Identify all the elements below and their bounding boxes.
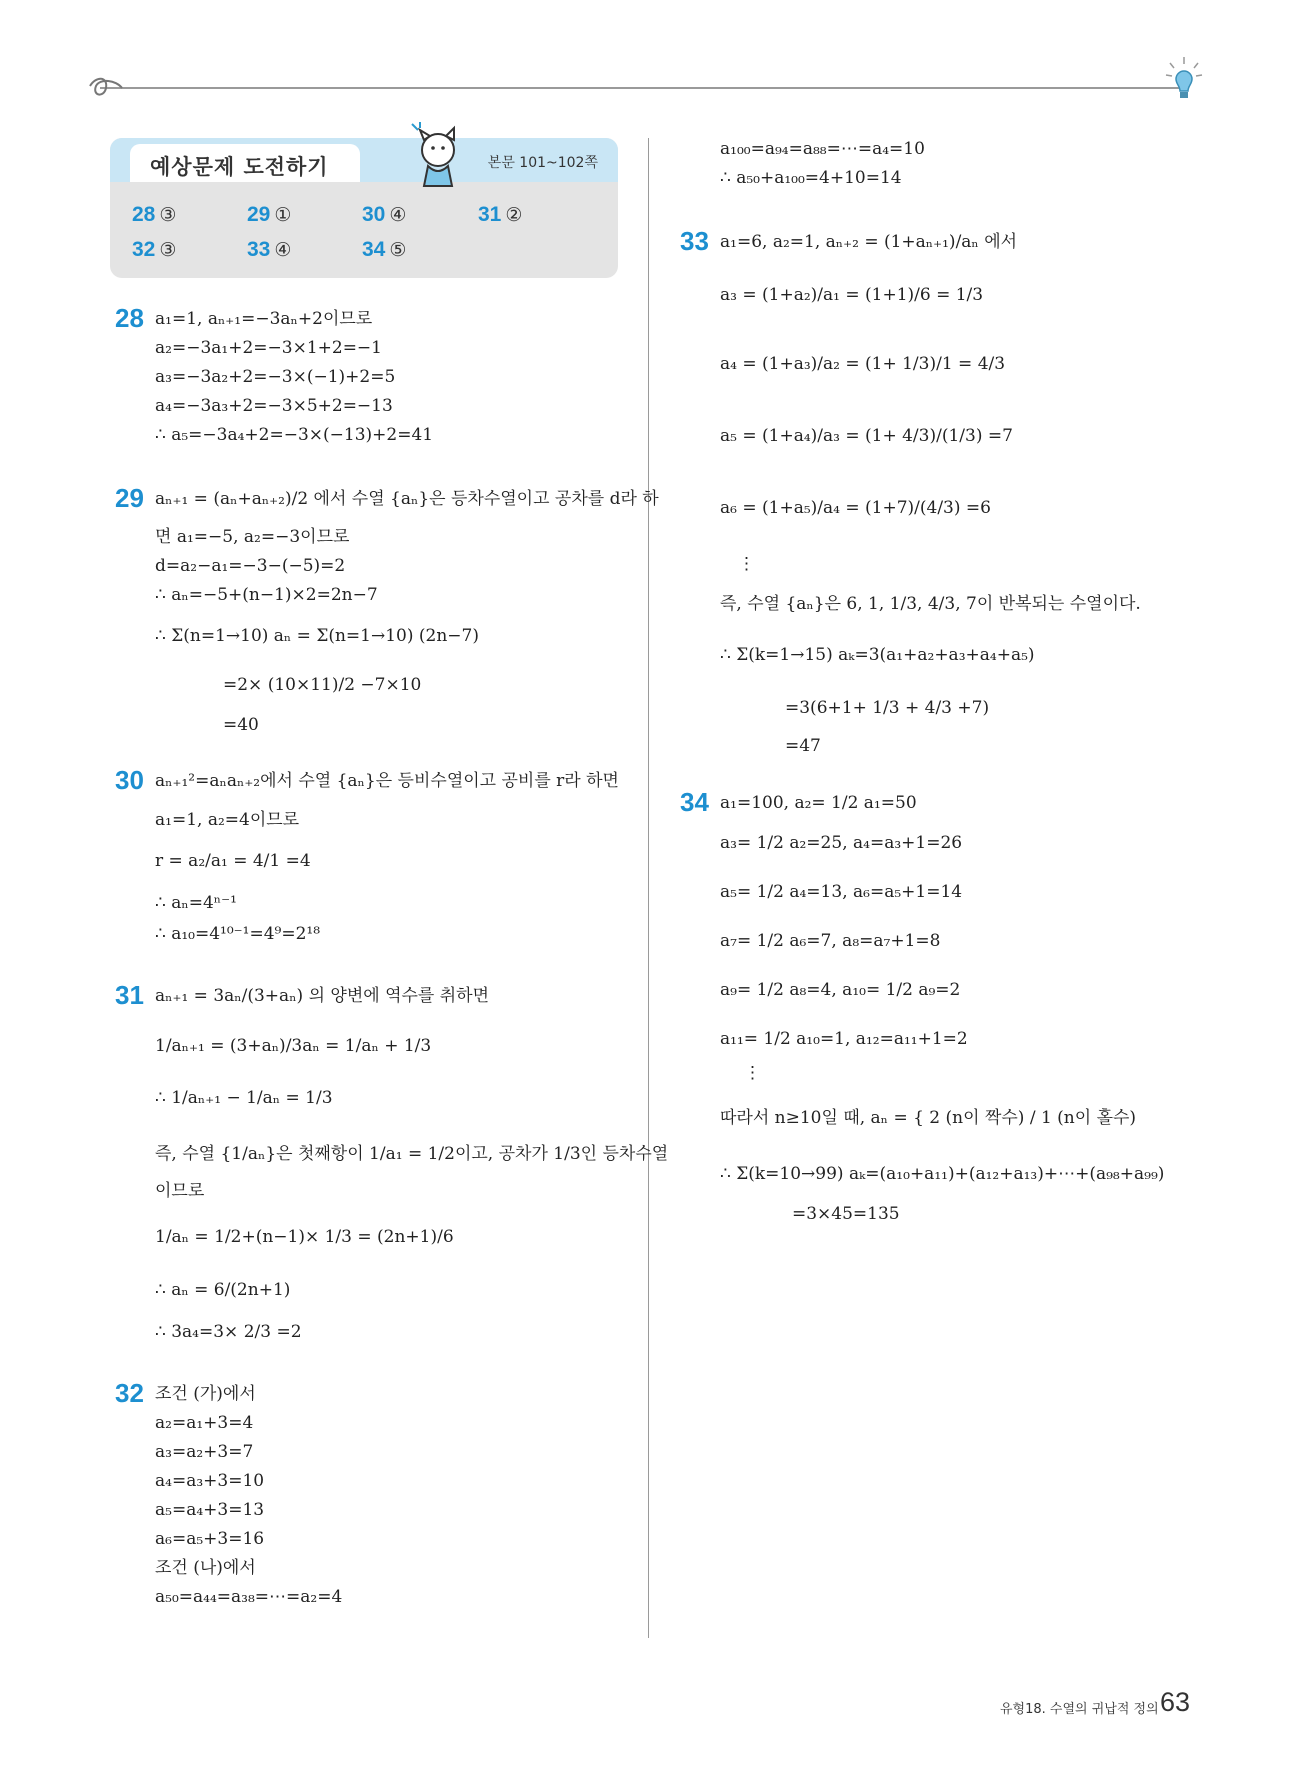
solution-line: ∴ aₙ = 6/(2n+1): [155, 1280, 291, 1300]
problem-number-29: 29: [115, 483, 144, 513]
solution-line: =2× (10×11)/2 −7×10: [223, 675, 422, 695]
solution-line: 이므로: [155, 1181, 205, 1201]
answer-box-title: 예상문제 도전하기: [150, 155, 329, 179]
solution-line: ∴ Σ(n=1→10) aₙ = Σ(n=1→10) (2n−7): [155, 626, 479, 646]
answer-item: 28 ③: [132, 203, 177, 226]
mascot-illustration: [402, 120, 472, 194]
solution-line: 즉, 수열 {aₙ}은 6, 1, 1/3, 4/3, 7이 반복되는 수열이다.: [720, 594, 1141, 614]
solution-line: =3×45=135: [792, 1204, 900, 1224]
solution-line: ⋮: [738, 554, 755, 574]
problem-number-30: 30: [115, 765, 144, 795]
solution-line: 1/aₙ = 1/2+(n−1)× 1/3 = (2n+1)/6: [155, 1227, 454, 1247]
answer-item: 32 ③: [132, 238, 177, 261]
solution-line: a₄ = (1+a₃)/a₂ = (1+ 1/3)/1 = 4/3: [720, 354, 1006, 374]
solution-line: r = a₂/a₁ = 4/1 =4: [155, 851, 311, 871]
solution-line: ∴ 3a₄=3× 2/3 =2: [155, 1322, 302, 1342]
solution-line: d=a₂−a₁=−3−(−5)=2: [155, 556, 346, 576]
solution-line: aₙ₊₁ = 3aₙ/(3+aₙ) 의 양변에 역수를 취하면: [155, 986, 490, 1006]
solution-line: a₆=a₅+3=16: [155, 1529, 265, 1549]
answer-box-reference: 본문 101~102쪽: [487, 155, 598, 171]
solution-line: a₉= 1/2 a₈=4, a₁₀= 1/2 a₉=2: [720, 980, 961, 1000]
solution-line: =47: [785, 736, 821, 756]
footer-chapter-title: 유형18. 수열의 귀납적 정의: [1000, 1702, 1159, 1717]
solution-line: a₂=−3a₁+2=−3×1+2=−1: [155, 338, 382, 358]
problem-number-34: 34: [680, 787, 709, 817]
answer-item: 34 ⑤: [362, 238, 407, 261]
lightbulb-icon: [1162, 55, 1206, 103]
solution-line: aₙ₊₁ = (aₙ+aₙ₊₂)/2 에서 수열 {aₙ}은 등차수열이고 공차를 d라 하: [155, 489, 659, 509]
solution-line: a₅₀=a₄₄=a₃₈=⋯=a₂=4: [155, 1587, 343, 1607]
answer-item: 30 ④: [362, 203, 407, 226]
solution-line: a₁=100, a₂= 1/2 a₁=50: [720, 793, 917, 813]
solution-line: a₅=a₄+3=13: [155, 1500, 265, 1520]
solution-line: a₄=−3a₃+2=−3×5+2=−13: [155, 396, 393, 416]
answer-item: 33 ④: [247, 238, 292, 261]
solution-line: =40: [223, 715, 259, 735]
answer-summary-box: [110, 138, 618, 278]
solution-line: ⋮: [744, 1063, 761, 1083]
solution-line: 조건 (나)에서: [155, 1558, 256, 1578]
solution-line: ∴ a₅=−3a₄+2=−3×(−13)+2=41: [155, 425, 434, 445]
solution-line: a₂=a₁+3=4: [155, 1413, 254, 1433]
solution-line: a₄=a₃+3=10: [155, 1471, 265, 1491]
problem-number-32: 32: [115, 1378, 144, 1408]
solution-line: 조건 (가)에서: [155, 1384, 256, 1404]
answer-item: 31 ②: [478, 203, 523, 226]
problem-number-31: 31: [115, 980, 144, 1010]
solution-line: a₅= 1/2 a₄=13, a₆=a₅+1=14: [720, 882, 963, 902]
solution-line: ∴ aₙ=4ⁿ⁻¹: [155, 893, 237, 913]
solution-line: ∴ aₙ=−5+(n−1)×2=2n−7: [155, 585, 378, 605]
solution-line: a₁=1, a₂=4이므로: [155, 810, 300, 830]
solution-line: a₁₁= 1/2 a₁₀=1, a₁₂=a₁₁+1=2: [720, 1029, 968, 1049]
problem-number-33: 33: [680, 226, 709, 256]
solution-line: a₁=1, aₙ₊₁=−3aₙ+2이므로: [155, 309, 373, 329]
solution-line: a₃= 1/2 a₂=25, a₄=a₃+1=26: [720, 833, 963, 853]
solution-line: ∴ Σ(k=10→99) aₖ=(a₁₀+a₁₁)+(a₁₂+a₁₃)+⋯+(a₉₈+a₉₉): [720, 1164, 1165, 1184]
solution-line: 1/aₙ₊₁ = (3+aₙ)/3aₙ = 1/aₙ + 1/3: [155, 1036, 432, 1056]
clip-icon: [86, 74, 126, 102]
solution-line: a₆ = (1+a₅)/a₄ = (1+7)/(4/3) =6: [720, 498, 991, 518]
solution-line: ∴ a₁₀=4¹⁰⁻¹=4⁹=2¹⁸: [155, 924, 321, 944]
solution-line: ∴ a₅₀+a₁₀₀=4+10=14: [720, 168, 902, 188]
solution-line: ∴ Σ(k=1→15) aₖ=3(a₁+a₂+a₃+a₄+a₅): [720, 645, 1035, 665]
solution-line: aₙ₊₁²=aₙaₙ₊₂에서 수열 {aₙ}은 등비수열이고 공비를 r라 하면: [155, 771, 619, 791]
column-divider: [648, 138, 649, 1638]
solution-line: a₁₀₀=a₉₄=a₈₈=⋯=a₄=10: [720, 139, 925, 159]
solution-line: 즉, 수열 {1/aₙ}은 첫째항이 1/a₁ = 1/2이고, 공차가 1/3인 등차수열: [155, 1144, 669, 1164]
solution-line: 면 a₁=−5, a₂=−3이므로: [155, 527, 350, 547]
solution-line: a₁=6, a₂=1, aₙ₊₂ = (1+aₙ₊₁)/aₙ 에서: [720, 232, 1018, 252]
solution-line: ∴ 1/aₙ₊₁ − 1/aₙ = 1/3: [155, 1088, 333, 1108]
solution-line: =3(6+1+ 1/3 + 4/3 +7): [785, 698, 990, 718]
solution-line: 따라서 n≥10일 때, aₙ = { 2 (n이 짝수) / 1 (n이 홀수): [720, 1108, 1137, 1128]
solution-line: a₃=−3a₂+2=−3×(−1)+2=5: [155, 367, 396, 387]
answer-item: 29 ①: [247, 203, 292, 226]
page-number: 63: [1160, 1687, 1191, 1717]
solution-line: a₅ = (1+a₄)/a₃ = (1+ 4/3)/(1/3) =7: [720, 426, 1013, 446]
header-divider: [100, 87, 1180, 89]
solution-line: a₃=a₂+3=7: [155, 1442, 254, 1462]
solution-line: a₃ = (1+a₂)/a₁ = (1+1)/6 = 1/3: [720, 285, 984, 305]
solution-line: a₇= 1/2 a₆=7, a₈=a₇+1=8: [720, 931, 941, 951]
problem-number-28: 28: [115, 303, 144, 333]
